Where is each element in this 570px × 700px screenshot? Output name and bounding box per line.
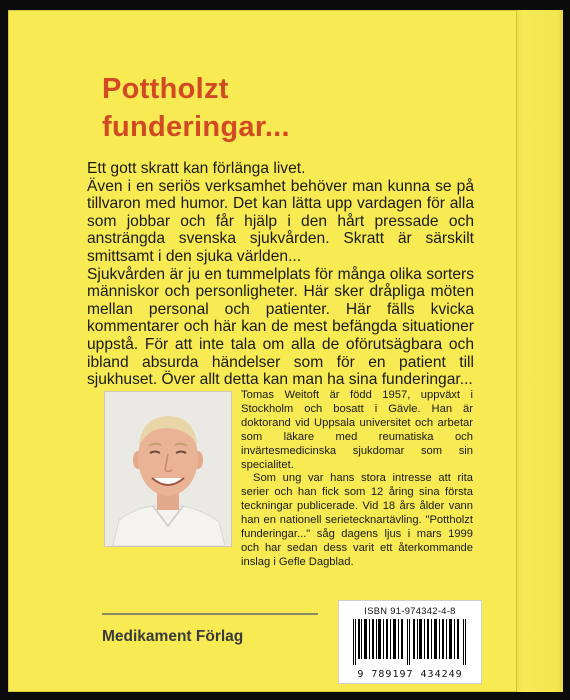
publisher-name: Medikament Förlag xyxy=(102,628,244,645)
barcode-icon xyxy=(351,619,469,665)
author-portrait-icon xyxy=(105,392,231,546)
blurb-paragraph: Även i en seriös verksamhet behöver man kunna se på tillvaron med humor. Det kan lätta upp vardagen för alla som jobbar och får hjälp i den hårt pressade och ansträngda svenska sjukvården. Skratt är särskilt smittsamt i den sjuka världen... xyxy=(87,177,474,265)
publisher-divider xyxy=(102,613,318,615)
title-line-1: Pottholzt xyxy=(102,73,229,105)
title-line-2: funderingar... xyxy=(102,111,290,143)
barcode-digits: 9 789197 434249 xyxy=(357,669,463,680)
bio-paragraph: Som ung var hans stora intresse att rita serier och han fick som 12 åring sina första teckningar publicerade. Vid 18 års ålder vann han en nationell serietecknartävling. "Pottholzt funderingar..." såg dagens ljus i mars 1999 och har sedan dess varit ett återkommande inslag i Gefle Dagblad. xyxy=(241,472,473,568)
book-back-cover xyxy=(8,10,563,692)
author-photo xyxy=(104,391,232,547)
book-spine xyxy=(516,10,563,692)
isbn-barcode xyxy=(338,600,482,684)
blurb-paragraph: Sjukvården är ju en tummelplats för många olika sorters människor och personligheter. Här sker dråpliga möten mellan personal och patienter. Här fälls kvicka kommentarer och här kan de mest befängda situationer uppstå. För att inte tala om alla de oförutsägbara och ibland absurda händelser som för en patient till sjukhuset. Över allt detta kan man ha sina funderingar... xyxy=(87,265,474,389)
blurb xyxy=(87,160,474,389)
blurb-paragraph: Ett gott skratt kan förlänga livet. xyxy=(87,160,306,177)
isbn-label: ISBN 91-974342-4-8 xyxy=(364,605,456,616)
bio-paragraph: Tomas Weitoft är född 1957, uppväxt i Stockholm och bosatt i Gävle. Han är doktorand vid Uppsala universitet och arbetar som läkare med reumatiska och invärtesmedicinska sjukdomar som sin specialitet. xyxy=(241,389,473,471)
book-title xyxy=(102,70,462,146)
author-bio xyxy=(241,389,473,570)
